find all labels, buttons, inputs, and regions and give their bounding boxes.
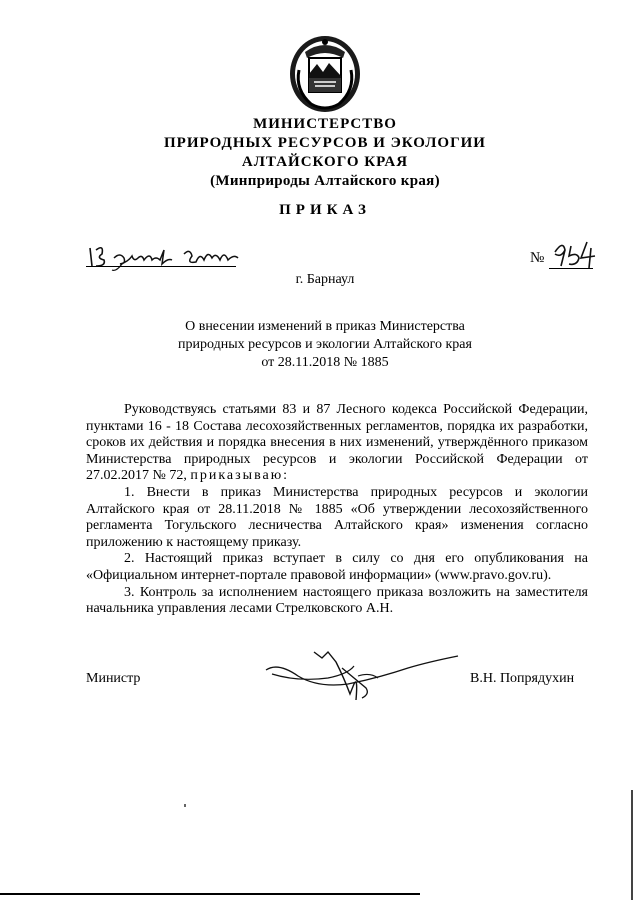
- ministry-line-3: АЛТАЙСКОГО КРАЯ: [241, 154, 409, 170]
- scan-artifact-edge: [631, 790, 633, 900]
- document-body: [86, 402, 588, 618]
- order-word: приказываю:: [190, 468, 290, 484]
- ministry-line-2: ПРИРОДНЫХ РЕСУРСОВ И ЭКОЛОГИИ: [164, 135, 486, 151]
- number-underline: [549, 268, 593, 269]
- coat-of-arms-icon: [287, 30, 363, 114]
- ministry-header: [60, 115, 590, 191]
- signature-icon: [258, 648, 468, 703]
- subject-line-2: природных ресурсов и экологии Алтайского края: [178, 337, 472, 352]
- document-subject: [120, 318, 530, 372]
- ministry-line-1: МИНИСТЕРСТВО: [253, 116, 397, 132]
- intro-text: Руководствуясь статьями 83 и 87 Лесного кодекса Российской Федерации, пунктами 16 - 18 Состава лесохозяйственных регламентов, порядка их разработки, сроков их действия и порядка внесения в них изменений, утверждённого приказом Министерства природных ресурсов и экологии Российской Федерации от 27.02.2017 № 72,: [86, 402, 588, 484]
- number-label: №: [530, 250, 545, 266]
- order-item-3: 3. Контроль за исполнением настоящего приказа возложить на заместителя начальника управления лесами Стрелковского А.Н.: [86, 584, 588, 617]
- ministry-short-name: (Минприроды Алтайского края): [210, 173, 440, 189]
- scan-artifact-line: [0, 893, 420, 895]
- signer-name: В.Н. Попрядухин: [470, 671, 575, 686]
- intro-paragraph: [86, 402, 588, 485]
- scan-artifact-dot: [184, 804, 186, 807]
- document-type-title: ПРИКАЗ: [279, 202, 371, 218]
- order-item-1: 1. Внести в приказ Министерства природных ресурсов и экологии Алтайского края от 28.11.2018 № 1885 «Об утверждении лесохозяйственного регламента Тогульского лесничества Алтайского края» изменения согласно приложению к настоящему приказу.: [86, 484, 588, 550]
- signer-title: Министр: [86, 671, 141, 686]
- subject-line-1: О внесении изменений в приказ Министерства: [185, 319, 465, 334]
- order-item-2: 2. Настоящий приказ вступает в силу со дня его опубликования на «Официальном интернет-портале правовой информации» (www.pravo.gov.ru).: [86, 551, 588, 583]
- handwritten-number: [549, 236, 599, 270]
- city-name: г. Барнаул: [295, 272, 355, 287]
- date-underline: [86, 266, 236, 267]
- subject-line-3: от 28.11.2018 № 1885: [261, 355, 389, 370]
